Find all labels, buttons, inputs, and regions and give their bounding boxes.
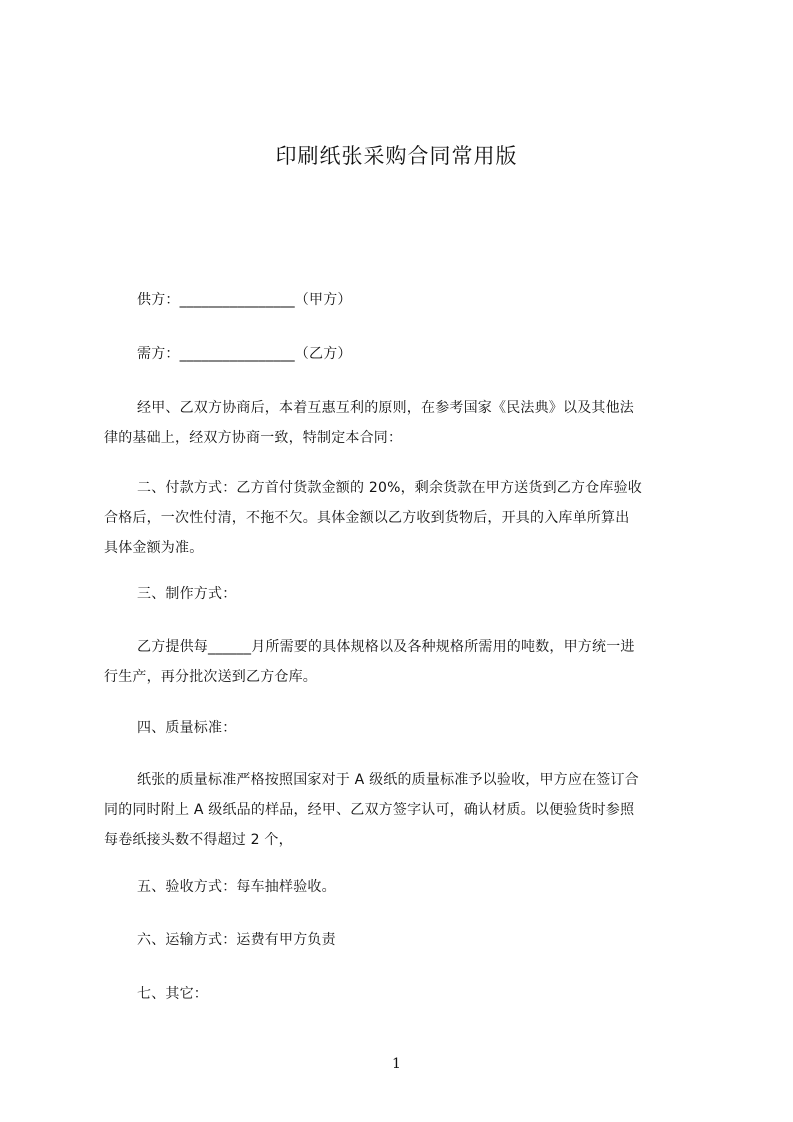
other-heading xyxy=(104,979,733,1009)
quality-section xyxy=(104,765,700,855)
production-line-2: 行生产，再分批次送到乙方仓库。 xyxy=(104,669,317,685)
payment-line-1: 二、付款方式：乙方首付货款金额的 20%，剩余货款在甲方送货到乙方仓库验收 xyxy=(137,480,642,496)
acceptance-section xyxy=(104,872,733,902)
intro-line-2: 律的基础上，经双方协商一致，特制定本合同： xyxy=(104,430,403,446)
quality-line-1: 纸张的质量标准严格按照国家对于 A 级纸的质量标准予以验收，甲方应在签订合 xyxy=(137,772,639,788)
page-number: 1 xyxy=(392,1056,401,1072)
payment-section xyxy=(104,473,700,563)
intro-line-1: 经甲、乙双方协商后，本着互惠互利的原则，在参考国家《民法典》以及其他法 xyxy=(137,400,634,416)
payment-line-2: 合格后，一次性付清，不拖不欠。具体金额以乙方收到货物后，开具的入库单所算出 xyxy=(104,510,630,526)
production-heading xyxy=(104,579,733,609)
production-section xyxy=(104,632,700,692)
other-heading-text: 七、其它： xyxy=(137,986,208,1002)
buyer-line xyxy=(104,339,733,369)
intro-paragraph xyxy=(104,393,700,453)
supplier-text: 供方：________________（甲方） xyxy=(137,292,352,308)
document-title: 印刷纸张采购合同常用版 xyxy=(275,144,518,168)
transport-section xyxy=(104,925,733,955)
quality-line-2: 同的同时附上 A 级纸品的样品，经甲、乙双方签字认可，确认材质。以便验货时参照 xyxy=(104,802,635,818)
transport-text: 六、运输方式：运费有甲方负责 xyxy=(137,932,336,948)
quality-heading xyxy=(104,713,733,743)
quality-heading-text: 四、质量标准： xyxy=(137,720,237,736)
supplier-line xyxy=(104,285,733,315)
production-line-1: 乙方提供每______月所需要的具体规格以及各种规格所需用的吨数，甲方统一进 xyxy=(137,639,635,655)
buyer-text: 需方：________________（乙方） xyxy=(137,346,352,362)
payment-line-3: 具体金额为准。 xyxy=(104,540,204,556)
acceptance-text: 五、验收方式：每车抽样验收。 xyxy=(137,879,336,895)
production-heading-text: 三、制作方式： xyxy=(137,586,237,602)
quality-line-3: 每卷纸接头数不得超过 2 个， xyxy=(104,832,293,848)
